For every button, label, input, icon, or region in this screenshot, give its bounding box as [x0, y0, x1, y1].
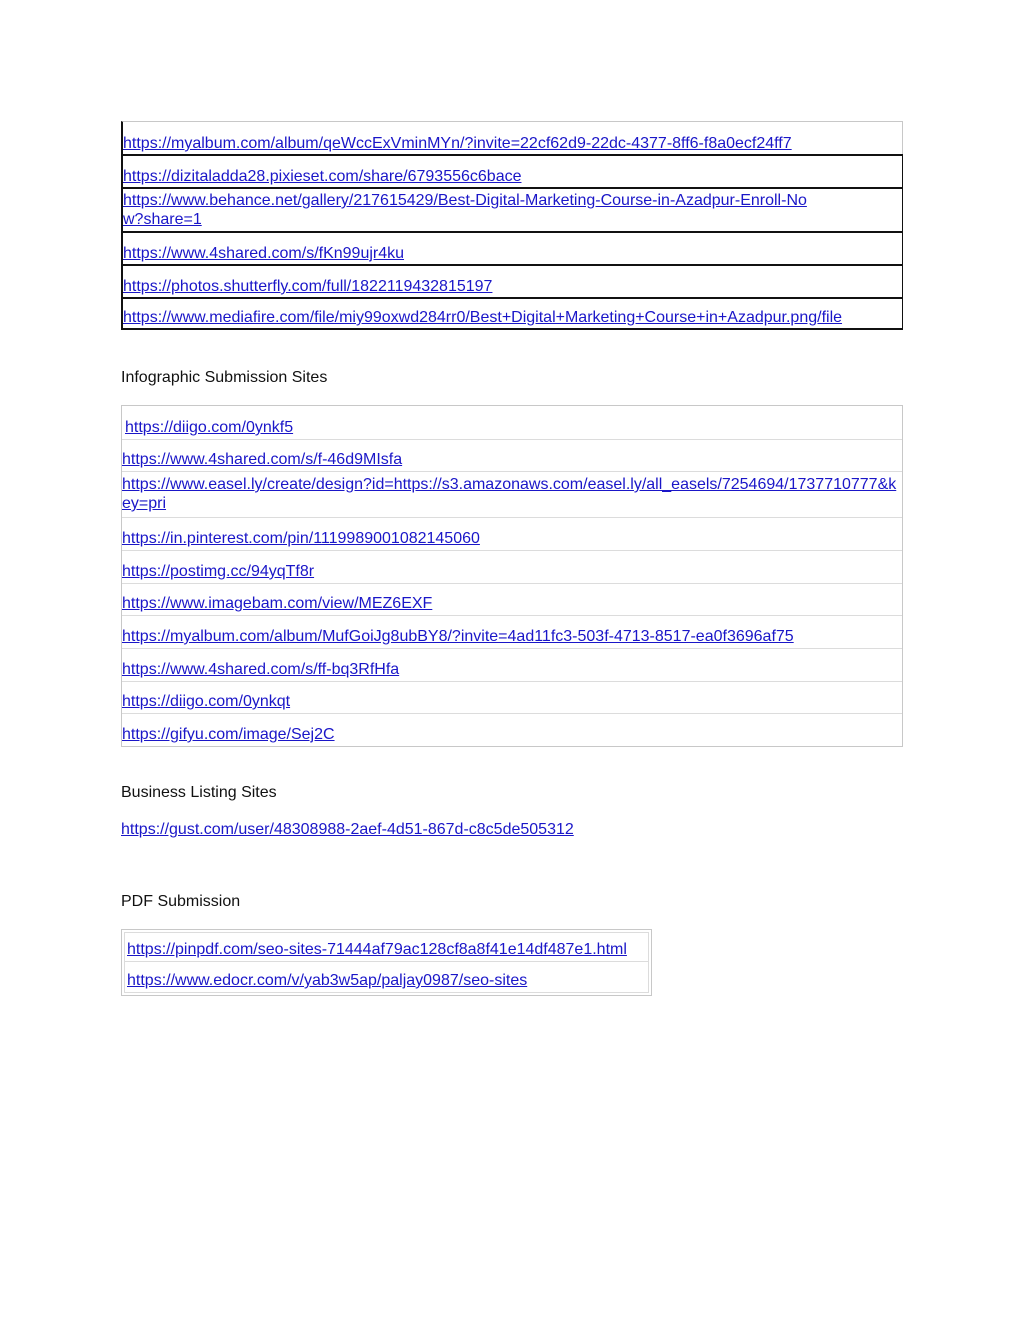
table-row: [122, 615, 902, 648]
link-myalbum[interactable]: https://myalbum.com/album/qeWccExVminMYn/?invite=22cf62d9-22dc-4377-8ff6-f8a0ecf24ff7: [123, 135, 792, 152]
table-row: [122, 713, 902, 746]
link-4shared[interactable]: https://www.4shared.com/s/fKn99ujr4ku: [123, 245, 405, 262]
table-row: [124, 932, 649, 962]
table-row: [122, 648, 902, 681]
link-diigo-2[interactable]: https://diigo.com/0ynkqt: [122, 693, 291, 710]
table-row: [122, 550, 902, 583]
infographic-table: [121, 405, 903, 747]
pdf-table: [121, 929, 652, 996]
section-heading-pdf: PDF Submission: [121, 893, 241, 910]
table-row: [121, 264, 903, 297]
table-row: [121, 154, 903, 187]
section-heading-infographic: Infographic Submission Sites: [121, 369, 328, 386]
link-gifyu[interactable]: https://gifyu.com/image/Sej2C: [122, 726, 335, 743]
link-shutterfly[interactable]: https://photos.shutterfly.com/full/1822119432815197: [123, 278, 493, 295]
link-4shared-3[interactable]: https://www.4shared.com/s/ff-bq3RfHfa: [122, 661, 400, 678]
table-row: [124, 962, 649, 993]
table-row: [122, 517, 902, 550]
table-row: [122, 681, 902, 713]
link-gust[interactable]: https://gust.com/user/48308988-2aef-4d51-867d-c8c5de505312: [121, 821, 574, 838]
table-row: [122, 406, 902, 439]
link-pixieset[interactable]: https://dizitaladda28.pixieset.com/share/6793556c6bace: [123, 168, 522, 185]
link-behance[interactable]: https://www.behance.net/gallery/217615429/Best-Digital-Marketing-Course-in-Azadpur-Enroll-Now?share=1: [123, 192, 807, 228]
table-row: [122, 583, 902, 615]
link-4shared-2[interactable]: https://www.4shared.com/s/f-46d9MIsfa: [122, 451, 403, 468]
link-mediafire[interactable]: https://www.mediafire.com/file/miy99oxwd284rr0/Best+Digital+Marketing+Course+in+Azadpur.png/file: [123, 309, 843, 326]
link-edocr[interactable]: https://www.edocr.com/v/yab3w5ap/paljay0987/seo-sites: [127, 972, 528, 989]
link-pinterest[interactable]: https://in.pinterest.com/pin/1119989001082145060: [122, 530, 480, 547]
table-row: [122, 471, 902, 517]
link-pinpdf[interactable]: https://pinpdf.com/seo-sites-71444af79ac128cf8a8f41e14df487e1.html: [127, 941, 627, 958]
table-row: [121, 297, 903, 330]
table-row: [121, 121, 903, 154]
table-row: [121, 187, 903, 231]
link-easelly[interactable]: https://www.easel.ly/create/design?id=https://s3.amazonaws.com/easel.ly/all_easels/7254694/1737710777&key=pri: [122, 476, 897, 512]
link-imagebam[interactable]: https://www.imagebam.com/view/MEZ6EXF: [122, 595, 433, 612]
link-myalbum-2[interactable]: https://myalbum.com/album/MufGoiJg8ubBY8/?invite=4ad11fc3-503f-4713-8517-ea0f3696af75: [122, 628, 794, 645]
link-diigo-1[interactable]: https://diigo.com/0ynkf5: [125, 419, 294, 436]
table-row: [121, 231, 903, 264]
image-submission-table: [121, 121, 903, 330]
section-heading-business: Business Listing Sites: [121, 784, 277, 801]
table-row: [122, 439, 902, 471]
link-postimg[interactable]: https://postimg.cc/94yqTf8r: [122, 563, 315, 580]
